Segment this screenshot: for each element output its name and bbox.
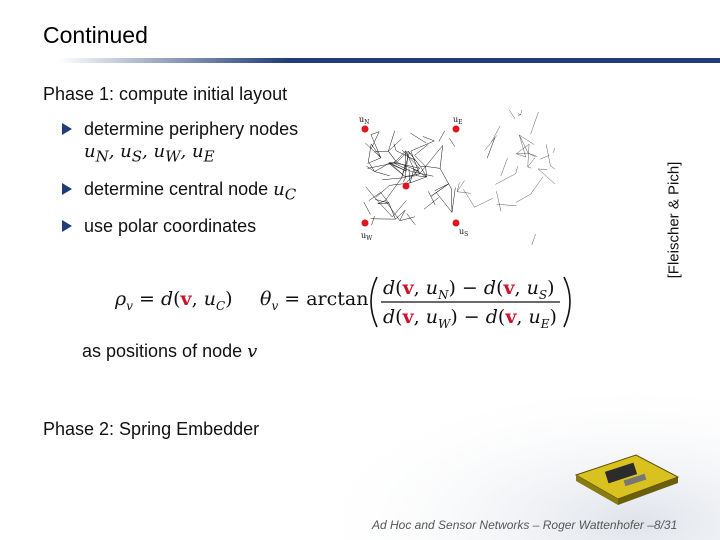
mesh-edge	[392, 200, 406, 217]
mesh-edge	[528, 167, 531, 168]
citation-text: [Fleischer & Pich]	[665, 161, 683, 279]
node-south	[453, 220, 460, 227]
mesh-edge	[369, 158, 381, 163]
mesh-edge	[366, 166, 374, 171]
label-un: $u_N$	[359, 115, 370, 126]
bullet-arrow-icon	[62, 183, 72, 195]
mesh-edge	[457, 192, 471, 194]
mesh-edge	[364, 202, 371, 214]
mesh-edge	[435, 184, 449, 191]
bullet-list	[62, 118, 322, 247]
mesh-edge	[375, 167, 384, 172]
mesh-edge	[376, 185, 390, 197]
central-node-math: $u_C$	[273, 178, 297, 204]
mesh-edge	[452, 188, 455, 213]
bullet-central	[62, 178, 322, 206]
mesh-edge	[439, 131, 445, 142]
svg-text:d(v, uW) − d(v, uE): d(v, $u_W) - d(v$, $u_E$)	[383, 306, 557, 331]
label-us: $u_S$	[459, 227, 469, 238]
mesh-edge	[400, 210, 405, 221]
mesh-edge	[521, 110, 525, 114]
bullet-text: determine central node	[84, 178, 274, 199]
mesh-edge	[372, 216, 375, 225]
node-west	[362, 220, 369, 227]
embedded-layout-mesh	[457, 110, 555, 245]
mesh-edge	[516, 154, 526, 157]
mesh-edge	[492, 126, 501, 142]
mesh-edge	[400, 217, 415, 221]
mesh-edge	[436, 192, 452, 212]
mesh-edge	[538, 169, 547, 170]
mesh-edge	[501, 158, 508, 176]
svg-text:d(v, uN) − d(v, uS): d(v, $u_N) - d(v$, $u_S$)	[383, 277, 555, 302]
mesh-edge	[463, 189, 474, 207]
node-north	[362, 126, 369, 133]
title-divider	[0, 58, 720, 63]
mesh-edge	[550, 166, 555, 179]
mesh-edge	[509, 110, 515, 119]
mesh-edge	[487, 137, 495, 158]
mesh-edge	[375, 172, 390, 176]
mesh-edge	[518, 114, 521, 116]
periphery-nodes-math: $u_N$, $u_S$, $u_W$, $u_E$	[84, 141, 215, 166]
mesh-edge	[528, 153, 537, 156]
citation-vertical	[664, 85, 684, 355]
sensor-node-image	[566, 447, 686, 507]
mesh-edge	[518, 114, 521, 115]
mesh-edge	[451, 189, 452, 213]
mesh-edge	[495, 174, 515, 185]
mesh-edge	[382, 178, 405, 180]
formula-svg	[115, 265, 585, 335]
mesh-edge	[516, 166, 518, 174]
mesh-edge	[528, 158, 535, 167]
phase2-heading: Phase 2: Spring Embedder	[43, 419, 260, 439]
svg-text:ρv = d(v, uC): $\rho_v = d(v$, $u_C$)	[115, 288, 233, 313]
mesh-edge	[538, 169, 555, 185]
bullet-polar	[62, 215, 322, 237]
mesh-edge	[388, 151, 396, 162]
mesh-edge	[366, 187, 376, 199]
layout-figure	[355, 110, 555, 245]
mesh-edge	[411, 141, 434, 151]
mesh-edge	[369, 192, 381, 200]
footer: Ad Hoc and Sensor Networks – Roger Wattenhofer –8/31	[372, 518, 678, 532]
mesh-edge	[553, 138, 555, 153]
mesh-edge	[516, 144, 529, 154]
mesh-edge	[531, 177, 543, 193]
mesh-edge	[516, 193, 532, 202]
initial-layout-mesh	[364, 131, 456, 225]
phase1-heading: Phase 1: compute initial layout	[43, 84, 288, 104]
positions-text: as positions of node	[82, 341, 248, 361]
mesh-edge	[431, 184, 449, 197]
label-ue: $u_E$	[453, 115, 463, 126]
mesh-edge	[440, 145, 443, 168]
node-center	[403, 183, 410, 190]
mesh-edge	[381, 192, 389, 203]
mesh-edge	[410, 177, 426, 183]
mesh-edge	[475, 198, 493, 207]
mesh-edge	[368, 163, 394, 168]
mesh-edge	[457, 181, 464, 192]
mesh-edge	[385, 178, 401, 201]
mesh-edge	[415, 145, 428, 156]
mesh-edge	[428, 191, 435, 204]
bullet-periphery	[62, 118, 322, 168]
mesh-edge	[423, 136, 434, 140]
page-title: Continued	[43, 22, 148, 48]
mesh-edge	[496, 191, 501, 211]
mesh-edge	[426, 166, 440, 168]
bullet-arrow-icon	[62, 123, 72, 135]
bullet-arrow-icon	[62, 220, 72, 232]
mesh-edge	[546, 144, 550, 165]
node-east	[453, 126, 460, 133]
mesh-edge	[408, 151, 420, 167]
label-uw: $u_W$	[361, 231, 373, 242]
positions-caption	[82, 341, 257, 362]
polar-formula	[115, 265, 585, 340]
node-v-math: v	[247, 341, 258, 362]
mesh-edge	[426, 145, 443, 166]
mesh-edge	[371, 149, 381, 158]
mesh-edge	[529, 234, 536, 245]
mesh-edge	[531, 112, 539, 134]
mesh-edge	[516, 153, 528, 154]
mesh-edge	[410, 133, 426, 143]
bullet-text: determine periphery nodes	[84, 119, 299, 139]
svg-text:θv = arctan: $\theta_v = \arctan$	[260, 288, 369, 313]
mesh-edge	[403, 178, 405, 182]
mesh-edge	[540, 155, 549, 159]
mesh-edge	[424, 197, 439, 209]
mesh-edge	[407, 213, 416, 225]
bullet-text: use polar coordinates	[84, 216, 257, 237]
mesh-edge	[449, 138, 454, 146]
